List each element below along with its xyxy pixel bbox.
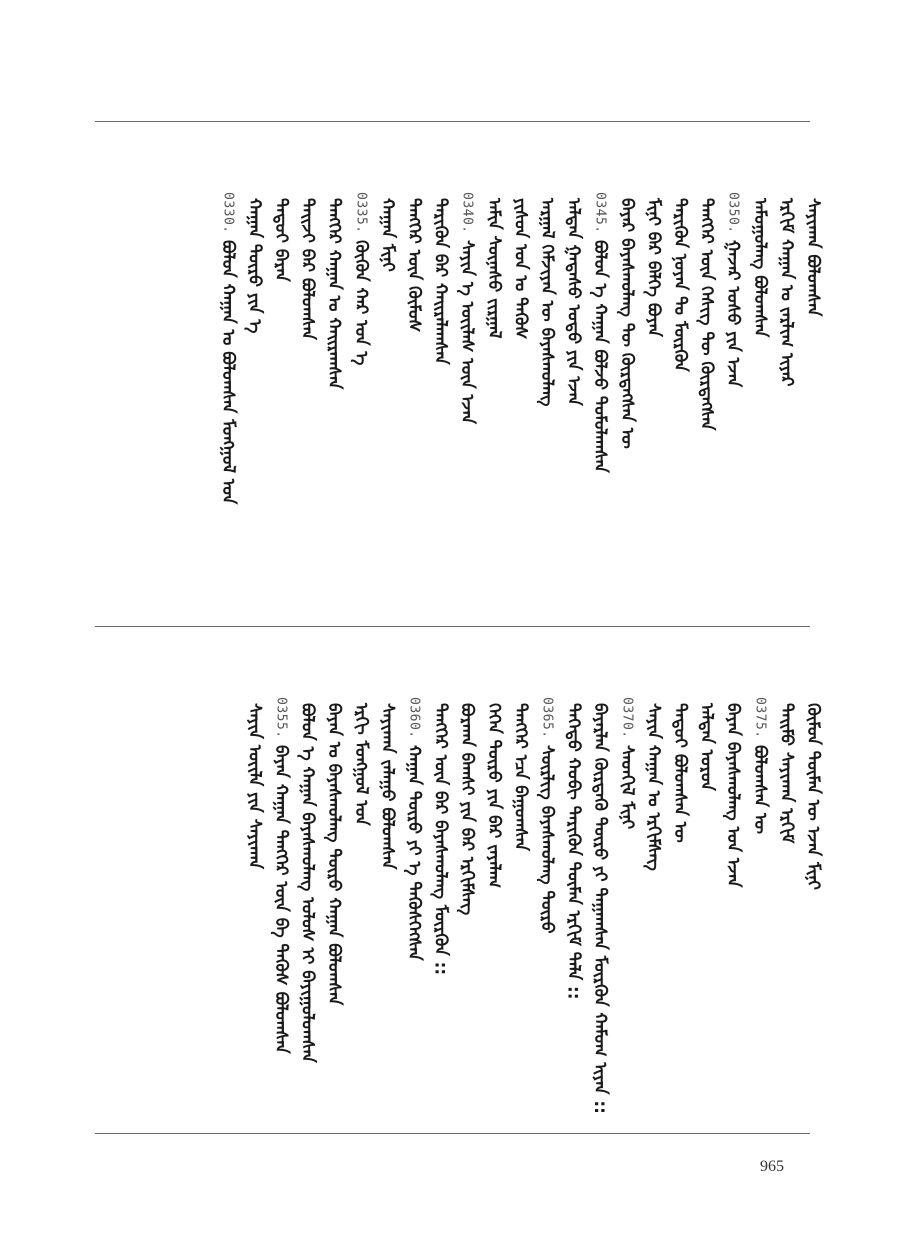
middle-rule	[95, 626, 810, 627]
line-number: 0355.	[273, 697, 289, 739]
verse-text: ᠪᠠᠶᠠᠨ ᠤ ᠪᠠᠶᠠᠰᠬᠤᠯᠠᠩ ᠲᠥᠷᠦ ᠬᠠᠭᠠᠨ ᠪᠣᠯᠤᠭᠰᠠᠨ	[324, 703, 345, 1006]
verse-text: ᠲᠡᠩᠭᠡᠷ ᠦᠨ ᠬᠦᠮᠦᠰ	[404, 198, 424, 333]
line-number: 0335.	[353, 192, 369, 234]
verse-text: ᠰᠠᠶᠢᠨ ᠬᠠᠭᠠᠨ ᠤ ᠡᠷᠬᠢᠮᠰᠡᠭ	[643, 703, 664, 871]
verse-text: ᠰᠠᠶᠢᠬᠠᠨ ᠪᠣᠯᠤᠭᠰᠠᠨ	[803, 198, 823, 317]
verse-text: ᠲᠡᠩᠭᠡᠷ ᠦᠨ ᠬᠡᠰᠢᠭ ᠲᠦ ᠬᠦᠷᠲᠡᠭᠰᠡᠨ	[696, 198, 717, 431]
verse-text: ᠠᠷᠭᠠᠯ ᠬᠡᠮᠵᠢᠶᠡᠨ ᠦ ᠪᠠᠶᠠᠰᠬᠤᠯᠠᠩ	[537, 198, 557, 407]
verse-text: ᠠᠯᠲᠠᠨ ᠭᠠᠳᠠᠰᠤ ᠣᠳᠣ ᠶᠢᠨ ᠡᠵᠡᠨ	[563, 198, 584, 406]
verse-text: ᠡᠷᠬᠢᠮ ᠬᠠᠭᠠᠨ ᠤ ᠵᠠᠷᠯᠢᠭ ᠢᠶᠡᠷ	[776, 198, 797, 387]
line-number: 0365.	[539, 697, 555, 739]
verse-text: ᠪᠣᠷᠬᠠᠨ ᠪᠠᠭᠰᠢ ᠶᠢᠨ ᠪᠠᠷ ᠡᠷᠬᠢᠮᠰᠡᠭ	[457, 703, 478, 916]
verse-text: ᠭᠦᠭᠦᠨ ᠬᠠᠷ ᠤᠨ ᠡ	[350, 239, 371, 366]
verse-text: ᠰᠠᠶᠢᠨ ᠦᠢᠯᠡ ᠶᠢᠨ ᠰᠠᠶᠢᠬᠠᠨ	[244, 703, 265, 870]
bottom-rule	[95, 1133, 810, 1134]
verse-text: ᠪᠠᠶᠠᠨ ᠬᠠᠭᠠᠨ ᠲᠡᠩᠭᠡᠷ ᠦᠨ ᠪᠠ ᠲᠡᠭᠦᠰ ᠪᠣᠯᠤᠭᠰᠠᠨ	[271, 744, 291, 1054]
verse-text: ᠮᠢᠨᠢ ᠪᠠᠷ ᠪᠡᠯᠭᠡ ᠪᠤᠶᠠᠨ	[643, 198, 664, 337]
verse-text: ᠪᠣᠯᠤᠨ ᠡ ᠬᠠᠭᠠᠨ ᠪᠠᠶᠠᠰᠬᠤᠯᠠᠩ ᠤᠯᠤᠰ ᠢ ᠪᠠᠶᠢᠭᠤᠯᠤᠭᠰᠠᠨ	[297, 703, 318, 1063]
verse-text: ᠲᠡᠩᠭᠡᠷ ᠦᠨ ᠪᠠᠷ ᠪᠠᠶᠠᠰᠬᠤᠯᠠᠩ ᠮᠥᠷᠭᠦᠨ ::	[430, 703, 451, 976]
verse-text: ᠭᠡᠭᠡᠨ ᠲᠥᠷᠦ ᠶᠢᠨ ᠪᠠᠷ ᠵᠠᠶᠠᠯᠠᠭ	[483, 703, 504, 889]
verse-text: ᠲᠡᠷᠢᠭᠦᠨ ᠪᠠᠷ ᠬᠠᠢᠷᠠᠯᠠᠭᠰᠠᠨ	[430, 198, 451, 365]
line-number: 0370.	[619, 697, 635, 739]
top-rule	[95, 121, 810, 122]
line-number: 0350.	[725, 192, 741, 234]
verse-text: ᠲᠡᠢᠮᠦ ᠰᠠᠶᠢᠬᠠᠨ ᠡᠷᠬᠢᠮ	[776, 703, 797, 844]
verse-text: ᠲᠠᠢᠵᠢ ᠪᠠᠷ ᠪᠣᠯᠤᠭᠰᠠᠨ	[297, 198, 318, 340]
verse-text: ᠳᠡᠭᠡᠳᠦ ᠬᠤᠪᠢ ᠲᠡᠷᠢᠭᠦᠨ ᠲᠦᠮᠡᠨ ᠡᠷᠬᠢᠮ ᠲᠠᠯᠠ ::	[563, 703, 584, 1000]
verse-text: ᠭᠠᠵᠠᠷ ᠤᠰᠤ ᠶᠢᠨ ᠡᠵᠡᠨ	[723, 239, 744, 387]
bottom-verse-block	[96, 629, 823, 1129]
verse-text: ᠬᠦᠮᠦᠨ ᠲᠦᠮᠡᠨ ᠦ ᠡᠵᠡᠨ ᠮᠢᠨᠢ	[803, 703, 823, 890]
verse-text: ᠶᠢᠰᠦᠨ ᠣᠨ ᠤ ᠲᠡᠭᠦᠰ	[510, 198, 531, 340]
verse-text: ᠪᠠᠶᠠᠨ ᠪᠠᠶᠠᠰᠬᠤᠯᠠᠩ ᠤᠨ ᠡᠵᠡᠨ	[723, 703, 744, 888]
verse-text: ᠠᠯᠲᠠᠨ ᠣᠷᠣᠨ	[696, 703, 717, 791]
line-number: 0330.	[220, 192, 236, 234]
verse-text: ᠲᠡᠳᠦᠢ ᠪᠣᠯᠤᠭᠰᠠᠨ ᠦ	[670, 703, 690, 843]
verse-text: ᠲᠡᠩᠭᠡᠷ ᠬᠠᠭᠠᠨ ᠤ ᠬᠠᠢᠷᠠᠭᠰᠠᠨ	[324, 198, 345, 390]
verse-text: ᠠᠮᠤᠭᠤᠯᠠᠩ ᠪᠣᠯᠤᠭᠰᠠᠨ	[749, 198, 770, 338]
verse-text: ᠰᠡᠳᠬᠢᠯ ᠮᠢᠨᠢ	[616, 744, 637, 829]
verse-text: ᠲᠡᠩᠭᠡᠷ ᠡᠴᠡ ᠪᠠᠭᠤᠭᠰᠠᠨ	[510, 703, 531, 851]
page-number: 965	[760, 1158, 784, 1175]
verse-text: ᠪᠠᠶᠠᠷ ᠪᠠᠶᠠᠰᠬᠤᠯᠠᠩ ᠲᠦ ᠬᠦᠷᠲᠡᠭᠰᠡᠨ ᠦ	[616, 198, 637, 449]
line-number: 0375.	[752, 697, 768, 739]
verse-text: ᠪᠣᠯᠤᠨ ᠡ ᠬᠠᠭᠠᠨ ᠪᠣᠯᠵᠤ ᠲᠣᠮᠣᠯᠠᠭᠰᠠᠨ	[590, 239, 611, 473]
verse-line	[211, 192, 245, 504]
line-number: 0340.	[459, 192, 475, 234]
verse-text: ᠰᠠᠶᠢᠨ ᠡ ᠦᠢᠯᠡᠰ ᠦᠨ ᠡᠵᠡᠨ	[457, 239, 478, 424]
verse-text: ᠲᠡᠳᠦᠢ ᠪᠠᠷᠠᠨ	[271, 198, 291, 282]
verse-line	[237, 697, 271, 869]
line-number: 0345.	[592, 192, 608, 234]
verse-text: ᠪᠠᠶᠠᠷᠯᠠᠨ ᠬᠦᠷᠲᠡᠬᠦ ᠲᠥᠷᠦ ᠶᠢ ᠳᠠᠭᠠᠭᠰᠠᠨ ᠮᠥᠷᠭᠦᠨ ᠬᠠᠮᠤᠭ ᠢᠶᠠᠨ ::	[590, 703, 611, 1114]
verse-text: ᠰᠠᠶᠢᠬᠠᠨ ᠵᠠᠯᠠᠭᠤ ᠪᠣᠯᠤᠭᠰᠠᠨ	[377, 703, 398, 870]
verse-text: ᠰᠦᠷᠯᠢᠭ ᠪᠠᠶᠠᠰᠬᠤᠯᠠᠩ ᠲᠥᠷᠦ	[537, 744, 557, 934]
verse-text: ᠲᠡᠷᠢᠭᠦᠨ ᠨᠣᠶᠠᠨ ᠲᠣ ᠮᠥᠷᠭᠦᠨ	[670, 198, 690, 372]
verse-text: ᠬᠠᠭᠠᠨ ᠮᠢᠨᠢ	[377, 198, 398, 272]
line-number: 0360.	[406, 697, 422, 739]
top-verse-block	[96, 124, 823, 624]
verse-text: ᠬᠠᠭᠠᠨ ᠲᠥᠷᠦ ᠶᠢᠨ ᠡ	[244, 198, 265, 334]
verse-text: ᠪᠣᠯᠤᠭᠰᠠᠨ ᠦ	[749, 744, 770, 834]
verse-text: ᠡᠷᠬᠢ ᠮᠣᠩᠭᠣᠯ ᠤᠨ	[350, 703, 371, 826]
verse-text: ᠪᠣᠯᠤᠨ ᠬᠠᠭᠠᠨ ᠤ ᠪᠣᠯᠤᠭᠰᠠᠨ ᠮᠣᠩᠭᠣᠯ ᠤᠨ	[217, 239, 238, 504]
verse-text: ᠠᠮᠢᠨ ᠰᠦᠨᠡᠰᠦ ᠵᠢᠷᠭᠠᠯ	[483, 198, 504, 339]
verse-text: ᠬᠠᠭᠠᠨ ᠲᠥᠷᠦ ᠶᠢ ᠡ ᠲᠡᠭᠦᠰᠭᠡᠭᠰᠡᠨ	[404, 744, 424, 961]
